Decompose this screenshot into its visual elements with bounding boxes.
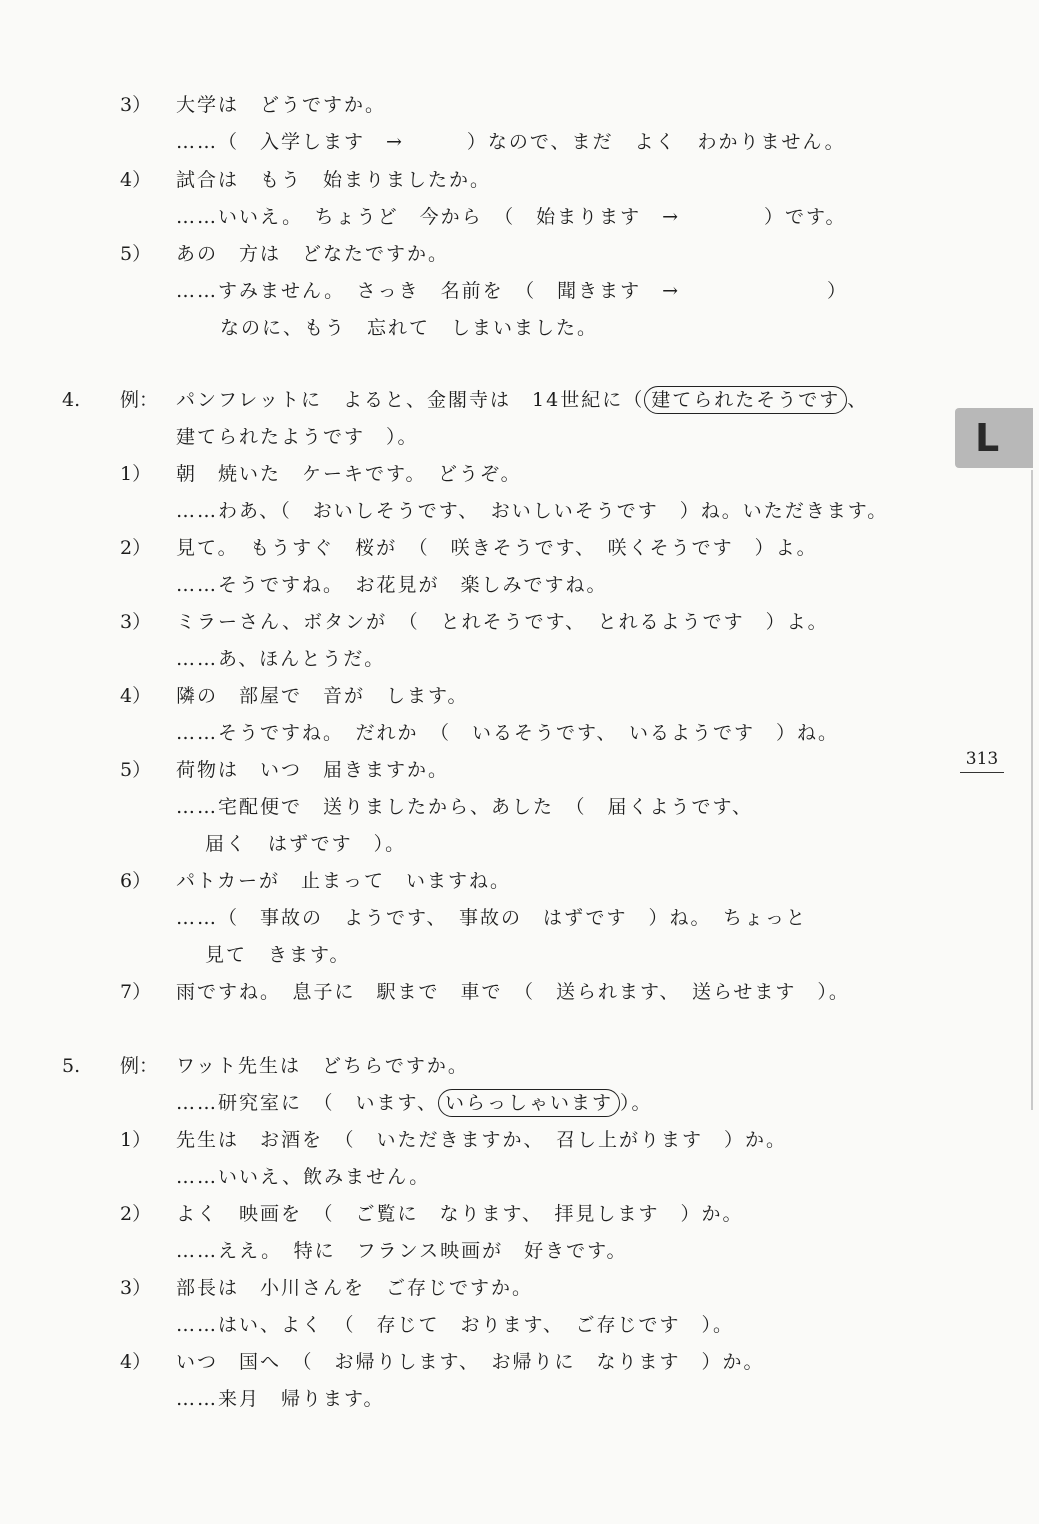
page-number: 313 [960, 746, 1004, 773]
item-number: 2） [120, 1203, 152, 1225]
answer-text: ……あ、ほんとうだ。 [176, 648, 386, 670]
item-number: 4） [120, 685, 152, 707]
question-text: あの 方は どなたですか。 [176, 243, 450, 265]
example-label: 例： [120, 389, 159, 411]
item-number: 3） [120, 611, 152, 633]
item-number: 2） [120, 537, 152, 559]
item-number: 3） [120, 1277, 152, 1299]
example-answer-text: ……研究室に （ います、 [176, 1092, 438, 1114]
question-text: 部長は 小川さんを ご存じですか。 [176, 1277, 534, 1299]
chapter-tab [955, 408, 1033, 468]
example-text: パンフレットに よると、金閣寺は 14世紀に（ [176, 389, 645, 411]
answer-text: ……来月 帰ります。 [176, 1388, 385, 1410]
chapter-tab-label: L [975, 416, 1000, 460]
page-edge-line [1031, 470, 1033, 1110]
example-label: 例： [120, 1055, 159, 1077]
question-text: 荷物は いつ 届きますか。 [176, 759, 450, 781]
answer-text: ……はい、よく （ 存じて おります、 ご存じです ）。 [176, 1314, 734, 1336]
question-text: 試合は もう 始まりましたか。 [176, 169, 492, 191]
answer-text: ……すみません。 さっき 名前を （ 聞きます → ） [176, 280, 849, 302]
answer-text: ……（ 入学します → ）なので、まだ よく わかりません。 [176, 131, 846, 153]
item-number: 3） [120, 94, 152, 116]
question-text: 大学は どうですか。 [176, 94, 387, 116]
answer-text-cont: なのに、もう 忘れて しまいました。 [220, 317, 599, 339]
question-text: よく 映画を （ ご覧に なります、 拝見します ）か。 [176, 1203, 744, 1225]
answer-text: ……そうですね。 だれか （ いるそうです、 いるようです ）ね。 [176, 722, 839, 744]
example-answer [176, 1086, 653, 1120]
item-number: 4） [120, 1351, 152, 1373]
answer-text: ……（ 事故の ようです、 事故の はずです ）ね。 ちょっと [176, 907, 808, 929]
answer-text-cont: 見て きます。 [205, 944, 351, 966]
example-question [176, 383, 868, 417]
section-number: 4. [62, 389, 81, 411]
question-text: 見て。 もうすぐ 桜が （ 咲きそうです、 咲くそうです ）よ。 [176, 537, 818, 559]
example-answer-post: ）。 [620, 1092, 653, 1114]
question-text: パトカーが 止まって いますね。 [176, 870, 512, 892]
question-text: 先生は お酒を （ いただきますか、 召し上がります ）か。 [176, 1129, 788, 1151]
example-text-post: 、 [847, 389, 869, 411]
circled-answer: 建てられたそうです [644, 386, 847, 414]
section-number: 5. [62, 1055, 81, 1077]
question-text: いつ 国へ （ お帰りします、 お帰りに なります ）か。 [176, 1351, 765, 1373]
item-number: 4） [120, 169, 152, 191]
answer-text: ……いいえ、飲みません。 [176, 1166, 431, 1188]
answer-text-cont: 届く はずです ）。 [205, 833, 407, 855]
item-number: 5） [120, 243, 152, 265]
item-number: 1） [120, 1129, 152, 1151]
item-number: 5） [120, 759, 152, 781]
answer-text: ……宅配便で 送りましたから、あした （ 届くようです、 [176, 796, 753, 818]
example-text-cont: 建てられたようです ）。 [176, 426, 419, 448]
circled-answer: いらっしゃいます [438, 1089, 620, 1117]
answer-text: ……そうですね。 お花見が 楽しみですね。 [176, 574, 608, 596]
item-number: 1） [120, 463, 152, 485]
example-question: ワット先生は どちらですか。 [176, 1055, 469, 1077]
answer-text: ……わあ、（ おいしそうです、 おいしいそうです ）ね。いただきます。 [176, 500, 889, 522]
question-text: ミラーさん、ボタンが （ とれそうです、 とれるようです ）よ。 [176, 611, 829, 633]
item-number: 7） [120, 981, 152, 1003]
answer-text: ……ええ。 特に フランス映画が 好きです。 [176, 1240, 628, 1262]
question-text: 隣の 部屋で 音が します。 [176, 685, 469, 707]
question-text: 朝 焼いた ケーキです。 どうぞ。 [176, 463, 522, 485]
question-text: 雨ですね。 息子に 駅まで 車で （ 送られます、 送らせます ）。 [176, 981, 850, 1003]
item-number: 6） [120, 870, 152, 892]
answer-text: ……いいえ。 ちょうど 今から （ 始まります → ）です。 [176, 206, 847, 228]
